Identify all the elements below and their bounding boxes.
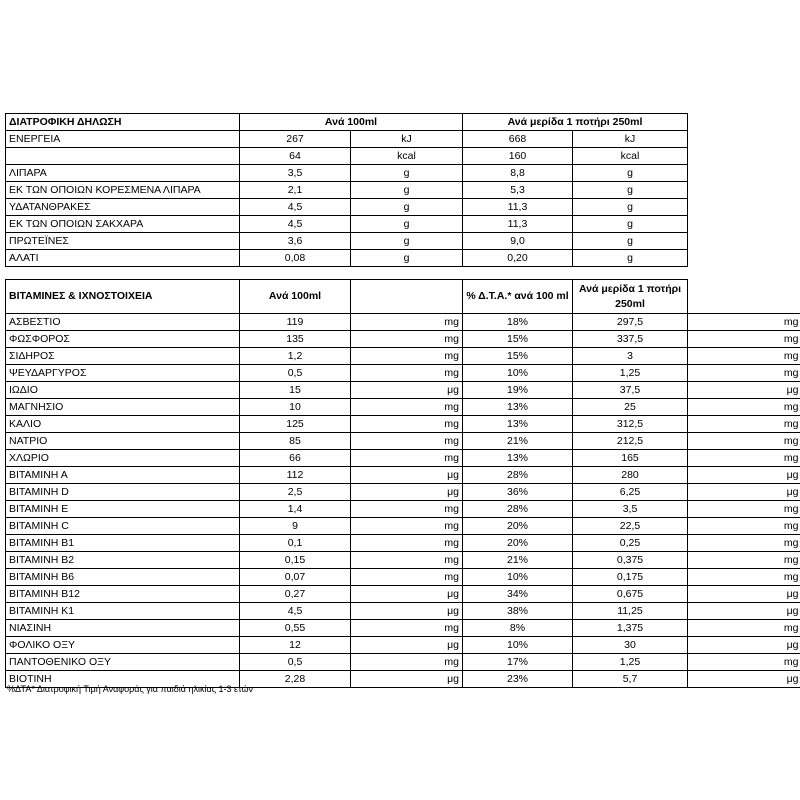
unit-per-serving: kJ [573, 131, 688, 148]
value-per-serving: 3 [573, 348, 688, 365]
vitamin-row [6, 416, 800, 433]
unit-per-100ml: g [351, 199, 463, 216]
value-per-100ml: 12 [240, 637, 351, 654]
nutrition-per-serving-header: Ανά μερίδα 1 ποτήρι 250ml [463, 114, 688, 131]
value-per-serving: 8,8 [463, 165, 573, 182]
value-per-serving: 25 [573, 399, 688, 416]
unit-per-100ml: g [351, 165, 463, 182]
unit-per-serving: mg [688, 552, 800, 569]
unit-per-serving: mg [688, 518, 800, 535]
vitamin-row [6, 654, 800, 671]
dta-percent: 19% [463, 382, 573, 399]
nutrition-row [6, 233, 688, 250]
vitamin-name: ΜΑΓΝΗΣΙΟ [6, 399, 240, 416]
nutrition-row [6, 250, 688, 267]
unit-per-100ml: mg [351, 518, 463, 535]
value-per-serving: 30 [573, 637, 688, 654]
unit-per-serving: μg [688, 467, 800, 484]
unit-per-serving: mg [688, 416, 800, 433]
value-per-100ml: 135 [240, 331, 351, 348]
value-per-serving: 0,20 [463, 250, 573, 267]
nutrient-name: ΠΡΩΤΕΪΝΕΣ [6, 233, 240, 250]
nutrient-name: ΕΚ ΤΩΝ ΟΠΟΙΩΝ ΣΑΚΧΑΡΑ [6, 216, 240, 233]
value-per-serving: 11,25 [573, 603, 688, 620]
dta-percent: 36% [463, 484, 573, 501]
vitamins-per100-header: Ανά 100ml [240, 280, 351, 314]
vitamin-row [6, 382, 800, 399]
dta-percent: 8% [463, 620, 573, 637]
unit-per-serving: μg [688, 637, 800, 654]
unit-per-serving: g [573, 182, 688, 199]
vitamins-per-serving-header: Ανά μερίδα 1 ποτήρι 250ml [573, 280, 688, 314]
value-per-serving: 0,375 [573, 552, 688, 569]
value-per-100ml: 9 [240, 518, 351, 535]
value-per-serving: 280 [573, 467, 688, 484]
dta-percent: 20% [463, 535, 573, 552]
vitamin-row [6, 399, 800, 416]
vitamin-name: ΝΙΑΣΙΝΗ [6, 620, 240, 637]
footnote: %ΔΤΑ* Διατροφική Τιμή Αναφοράς για παιδιά ηλικίας 1-3 ετών [7, 684, 254, 694]
nutrition-row [6, 182, 688, 199]
dta-percent: 10% [463, 637, 573, 654]
value-per-serving: 37,5 [573, 382, 688, 399]
vitamin-row [6, 620, 800, 637]
dta-percent: 10% [463, 365, 573, 382]
unit-per-serving: mg [688, 450, 800, 467]
unit-per-serving: g [573, 250, 688, 267]
vitamin-name: ΑΣΒΕΣΤΙΟ [6, 314, 240, 331]
nutrition-declaration-table [5, 113, 688, 267]
nutrient-name: ΛΙΠΑΡΑ [6, 165, 240, 182]
vitamin-name: ΒΙΤΑΜΙΝΗ Β2 [6, 552, 240, 569]
nutrition-per100-header: Ανά 100ml [240, 114, 463, 131]
unit-per-serving: mg [688, 348, 800, 365]
vitamin-row [6, 637, 800, 654]
unit-per-serving: kcal [573, 148, 688, 165]
vitamin-name: ΝΑΤΡΙΟ [6, 433, 240, 450]
value-per-serving: 0,25 [573, 535, 688, 552]
vitamin-name: ΒΙΤΑΜΙΝΗ Α [6, 467, 240, 484]
dta-percent: 15% [463, 331, 573, 348]
dta-percent: 21% [463, 552, 573, 569]
unit-per-100ml: mg [351, 365, 463, 382]
vitamin-name: ΒΙΤΑΜΙΝΗ Β1 [6, 535, 240, 552]
vitamin-name: ΒΙΤΑΜΙΝΗ Β6 [6, 569, 240, 586]
unit-per-100ml: kJ [351, 131, 463, 148]
unit-per-serving: mg [688, 399, 800, 416]
nutrition-row [6, 199, 688, 216]
unit-per-100ml: μg [351, 484, 463, 501]
value-per-100ml: 1,4 [240, 501, 351, 518]
unit-per-100ml: g [351, 250, 463, 267]
vitamin-row [6, 484, 800, 501]
unit-per-100ml: mg [351, 569, 463, 586]
value-per-serving: 160 [463, 148, 573, 165]
value-per-100ml: 10 [240, 399, 351, 416]
value-per-100ml: 0,55 [240, 620, 351, 637]
unit-per-100ml: μg [351, 637, 463, 654]
unit-per-100ml: mg [351, 416, 463, 433]
unit-per-100ml: μg [351, 467, 463, 484]
vitamin-row [6, 365, 800, 382]
unit-per-serving: μg [688, 603, 800, 620]
value-per-100ml: 0,08 [240, 250, 351, 267]
value-per-100ml: 2,5 [240, 484, 351, 501]
value-per-100ml: 66 [240, 450, 351, 467]
value-per-100ml: 3,6 [240, 233, 351, 250]
value-per-100ml: 64 [240, 148, 351, 165]
unit-per-serving: mg [688, 501, 800, 518]
vitamin-row [6, 433, 800, 450]
value-per-100ml: 0,15 [240, 552, 351, 569]
value-per-100ml: 4,5 [240, 216, 351, 233]
value-per-100ml: 4,5 [240, 199, 351, 216]
unit-per-100ml: mg [351, 399, 463, 416]
value-per-100ml: 0,5 [240, 654, 351, 671]
nutrient-name: ΕΚ ΤΩΝ ΟΠΟΙΩΝ ΚΟΡΕΣΜΕΝΑ ΛΙΠΑΡΑ [6, 182, 240, 199]
value-per-serving: 212,5 [573, 433, 688, 450]
value-per-100ml: 0,27 [240, 586, 351, 603]
vitamin-row [6, 552, 800, 569]
dta-percent: 20% [463, 518, 573, 535]
value-per-serving: 297,5 [573, 314, 688, 331]
unit-per-100ml: mg [351, 501, 463, 518]
dta-percent: 13% [463, 416, 573, 433]
value-per-serving: 5,7 [573, 671, 688, 688]
vitamins-dta-header: % Δ.Τ.Α.* ανά 100 ml [463, 280, 573, 314]
unit-per-100ml: mg [351, 314, 463, 331]
nutrient-name: ΥΔΑΤΑΝΘΡΑΚΕΣ [6, 199, 240, 216]
value-per-serving: 9,0 [463, 233, 573, 250]
vitamin-row [6, 314, 800, 331]
vitamins-unit2-header [688, 280, 800, 314]
vitamins-unit-header [351, 280, 463, 314]
unit-per-serving: μg [688, 484, 800, 501]
value-per-serving: 337,5 [573, 331, 688, 348]
nutrition-row [6, 216, 688, 233]
value-per-serving: 11,3 [463, 216, 573, 233]
vitamin-row [6, 603, 800, 620]
value-per-100ml: 2,1 [240, 182, 351, 199]
value-per-serving: 668 [463, 131, 573, 148]
unit-per-serving: μg [688, 586, 800, 603]
vitamin-name: ΧΛΩΡΙΟ [6, 450, 240, 467]
vitamin-name: ΒΙΤΑΜΙΝΗ Ε [6, 501, 240, 518]
vitamins-header-row [6, 280, 800, 314]
vitamin-row [6, 586, 800, 603]
vitamin-row [6, 331, 800, 348]
unit-per-serving: mg [688, 620, 800, 637]
unit-per-100ml: μg [351, 671, 463, 688]
value-per-100ml: 125 [240, 416, 351, 433]
vitamins-minerals-table [5, 279, 800, 688]
value-per-serving: 1,375 [573, 620, 688, 637]
vitamin-row [6, 501, 800, 518]
unit-per-100ml: mg [351, 654, 463, 671]
unit-per-serving: g [573, 233, 688, 250]
dta-percent: 34% [463, 586, 573, 603]
nutrient-name: ΕΝΕΡΓΕΙΑ [6, 131, 240, 148]
unit-per-serving: mg [688, 433, 800, 450]
unit-per-100ml: μg [351, 382, 463, 399]
value-per-serving: 312,5 [573, 416, 688, 433]
unit-per-100ml: kcal [351, 148, 463, 165]
vitamin-name: ΒΙΤΑΜΙΝΗ C [6, 518, 240, 535]
unit-per-100ml: μg [351, 603, 463, 620]
unit-per-serving: mg [688, 569, 800, 586]
unit-per-100ml: mg [351, 535, 463, 552]
vitamin-name: ΒΙΤΑΜΙΝΗ Β12 [6, 586, 240, 603]
vitamin-name: ΠΑΝΤΟΘΕΝΙΚΟ ΟΞΥ [6, 654, 240, 671]
unit-per-serving: g [573, 216, 688, 233]
unit-per-serving: μg [688, 671, 800, 688]
unit-per-100ml: g [351, 233, 463, 250]
unit-per-serving: g [573, 165, 688, 182]
dta-percent: 18% [463, 314, 573, 331]
unit-per-serving: mg [688, 314, 800, 331]
unit-per-serving: μg [688, 382, 800, 399]
value-per-100ml: 15 [240, 382, 351, 399]
vitamin-name: ΙΩΔΙΟ [6, 382, 240, 399]
unit-per-serving: g [573, 199, 688, 216]
unit-per-100ml: mg [351, 620, 463, 637]
vitamin-row [6, 348, 800, 365]
value-per-serving: 5,3 [463, 182, 573, 199]
nutrient-name: ΑΛΑΤΙ [6, 250, 240, 267]
vitamin-row [6, 569, 800, 586]
value-per-100ml: 85 [240, 433, 351, 450]
vitamin-name: ΣΙΔΗΡΟΣ [6, 348, 240, 365]
value-per-100ml: 1,2 [240, 348, 351, 365]
value-per-serving: 11,3 [463, 199, 573, 216]
nutrition-header-row [6, 114, 688, 131]
dta-percent: 13% [463, 450, 573, 467]
value-per-serving: 0,175 [573, 569, 688, 586]
unit-per-100ml: μg [351, 586, 463, 603]
dta-percent: 15% [463, 348, 573, 365]
unit-per-serving: mg [688, 365, 800, 382]
value-per-serving: 1,25 [573, 365, 688, 382]
unit-per-100ml: mg [351, 348, 463, 365]
value-per-serving: 0,675 [573, 586, 688, 603]
value-per-100ml: 267 [240, 131, 351, 148]
vitamins-title: ΒΙΤΑΜΙΝΕΣ & ΙΧΝΟΣΤΟΙΧΕΙΑ [6, 280, 240, 314]
dta-percent: 17% [463, 654, 573, 671]
vitamin-name: ΒΙΤΑΜΙΝΗ D [6, 484, 240, 501]
dta-percent: 13% [463, 399, 573, 416]
dta-percent: 38% [463, 603, 573, 620]
nutrient-name [6, 148, 240, 165]
unit-per-serving: mg [688, 535, 800, 552]
value-per-100ml: 0,07 [240, 569, 351, 586]
unit-per-100ml: mg [351, 331, 463, 348]
value-per-100ml: 3,5 [240, 165, 351, 182]
nutrition-row [6, 131, 688, 148]
value-per-serving: 3,5 [573, 501, 688, 518]
nutrition-row [6, 165, 688, 182]
vitamin-name: ΨΕΥΔΑΡΓΥΡΟΣ [6, 365, 240, 382]
vitamin-row [6, 450, 800, 467]
value-per-serving: 165 [573, 450, 688, 467]
value-per-100ml: 0,1 [240, 535, 351, 552]
dta-percent: 28% [463, 467, 573, 484]
value-per-serving: 6,25 [573, 484, 688, 501]
value-per-100ml: 119 [240, 314, 351, 331]
vitamin-row [6, 535, 800, 552]
value-per-100ml: 4,5 [240, 603, 351, 620]
unit-per-100ml: mg [351, 450, 463, 467]
vitamin-row [6, 467, 800, 484]
dta-percent: 28% [463, 501, 573, 518]
unit-per-serving: mg [688, 331, 800, 348]
vitamin-name: ΦΟΛΙΚΟ ΟΞΥ [6, 637, 240, 654]
nutrition-title: ΔΙΑΤΡΟΦΙΚΗ ΔΗΛΩΣΗ [6, 114, 240, 131]
vitamin-name: ΒΙΟΤΙΝΗ [6, 671, 240, 688]
dta-percent: 10% [463, 569, 573, 586]
value-per-serving: 1,25 [573, 654, 688, 671]
vitamin-name: ΦΩΣΦΟΡΟΣ [6, 331, 240, 348]
value-per-100ml: 2,28 [240, 671, 351, 688]
unit-per-100ml: mg [351, 433, 463, 450]
unit-per-serving: mg [688, 654, 800, 671]
dta-percent: 21% [463, 433, 573, 450]
dta-percent: 23% [463, 671, 573, 688]
vitamin-name: ΚΑΛΙΟ [6, 416, 240, 433]
value-per-100ml: 112 [240, 467, 351, 484]
value-per-100ml: 0,5 [240, 365, 351, 382]
value-per-serving: 22,5 [573, 518, 688, 535]
vitamin-name: ΒΙΤΑΜΙΝΗ Κ1 [6, 603, 240, 620]
vitamin-row [6, 518, 800, 535]
unit-per-100ml: mg [351, 552, 463, 569]
nutrition-row [6, 148, 688, 165]
unit-per-100ml: g [351, 182, 463, 199]
unit-per-100ml: g [351, 216, 463, 233]
